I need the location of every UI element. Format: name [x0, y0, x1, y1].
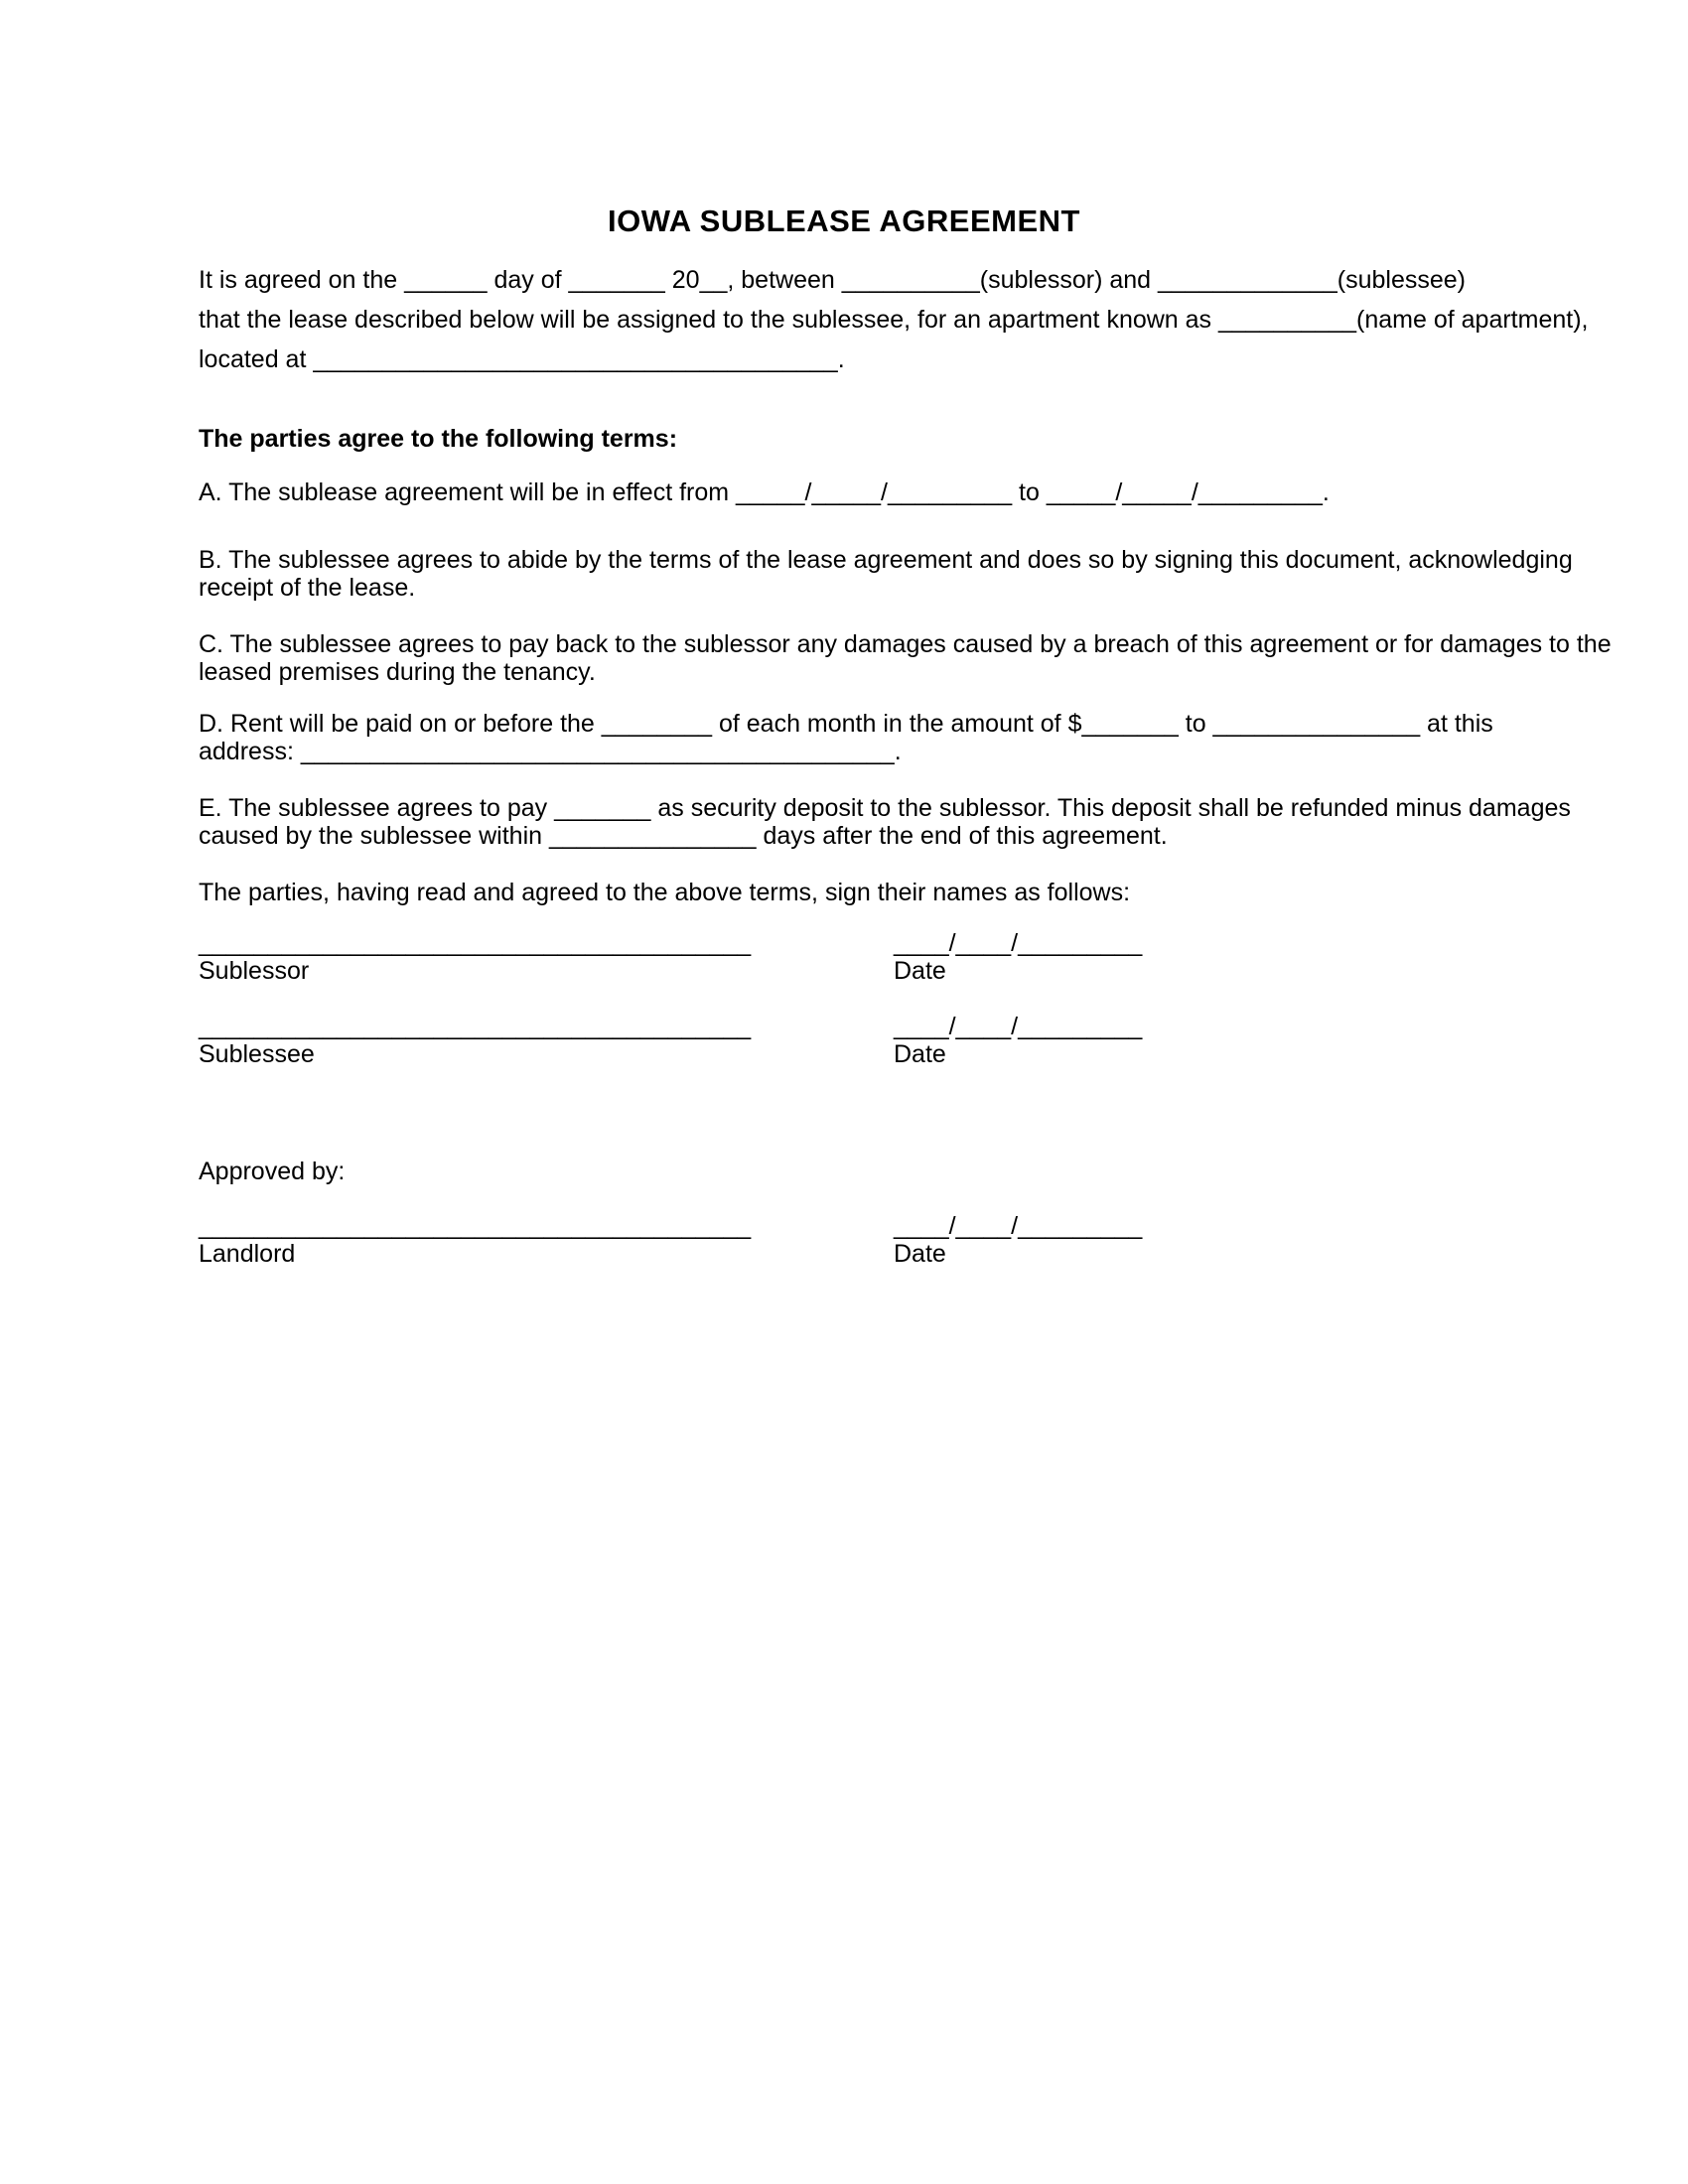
- term-d-line-1: D. Rent will be paid on or before the ________ of each month in the amount of $_______ to _______________ at this: [199, 710, 1493, 738]
- signoff-statement: The parties, having read and agreed to the above terms, sign their names as follows:: [199, 879, 1131, 906]
- document-content: [0, 204, 1688, 1268]
- term-c-line-1: C. The sublessee agrees to pay back to the sublessor any damages caused by a breach of this agreement or for damages to the: [199, 630, 1612, 658]
- term-a: [199, 478, 1489, 506]
- sublessee-date-line[interactable]: ____/____/_________: [894, 1013, 1143, 1040]
- document-title: IOWA SUBLEASE AGREEMENT: [608, 204, 1080, 238]
- sublessee-signature-line[interactable]: ________________________________________: [199, 1013, 752, 1040]
- term-c-line-2: leased premises during the tenancy.: [199, 658, 596, 686]
- term-e: [199, 794, 1571, 850]
- sublessor-date-line[interactable]: ____/____/_________: [894, 929, 1143, 957]
- term-e-line-2: caused by the sublessee within _______________ days after the end of this agreement.: [199, 822, 1168, 850]
- term-a-line-1: A. The sublease agreement will be in effect from _____/_____/_________ to _____/_____/_________.: [199, 478, 1330, 506]
- landlord-date-block: [894, 1212, 1489, 1268]
- signature-row-landlord: [199, 1212, 1489, 1268]
- signature-row-sublessee: [199, 1013, 1489, 1068]
- landlord-date-line[interactable]: ____/____/_________: [894, 1212, 1143, 1240]
- sublessor-label: Sublessor: [199, 957, 310, 985]
- landlord-signature-block: [199, 1212, 894, 1268]
- term-d-line-2: address: ___________________________________________.: [199, 738, 902, 765]
- sublessee-date-block: [894, 1013, 1489, 1068]
- term-b-line-2: receipt of the lease.: [199, 574, 416, 602]
- sublessor-date-label: Date: [894, 957, 946, 985]
- signature-row-sublessor: [199, 929, 1489, 985]
- approved-by-heading: Approved by:: [199, 1158, 346, 1185]
- sublessor-signature-block: [199, 929, 894, 985]
- term-e-line-1: E. The sublessee agrees to pay _______ as security deposit to the sublessor. This deposit shall be refunded minus damages: [199, 794, 1571, 822]
- terms-heading: The parties agree to the following terms:: [199, 425, 678, 453]
- intro-paragraph: [199, 260, 1589, 379]
- landlord-label: Landlord: [199, 1240, 296, 1268]
- sublessee-signature-block: [199, 1013, 894, 1068]
- term-d: [199, 710, 1493, 765]
- sublessee-label: Sublessee: [199, 1040, 315, 1068]
- intro-line-2: that the lease described below will be assigned to the sublessee, for an apartment known as __________(name of apartment),: [199, 306, 1589, 334]
- sublessee-date-label: Date: [894, 1040, 946, 1068]
- landlord-date-label: Date: [894, 1240, 946, 1268]
- sublessor-signature-line[interactable]: ________________________________________: [199, 929, 752, 957]
- term-b: [199, 546, 1573, 602]
- sublessor-date-block: [894, 929, 1489, 985]
- intro-line-1: It is agreed on the ______ day of _______ 20__, between __________(sublessor) and _____________(sublessee): [199, 266, 1467, 294]
- term-c: [199, 630, 1612, 686]
- intro-line-3: located at ______________________________________.: [199, 345, 845, 373]
- term-b-line-1: B. The sublessee agrees to abide by the terms of the lease agreement and does so by signing this document, acknowledging: [199, 546, 1573, 574]
- landlord-signature-line[interactable]: ________________________________________: [199, 1212, 752, 1240]
